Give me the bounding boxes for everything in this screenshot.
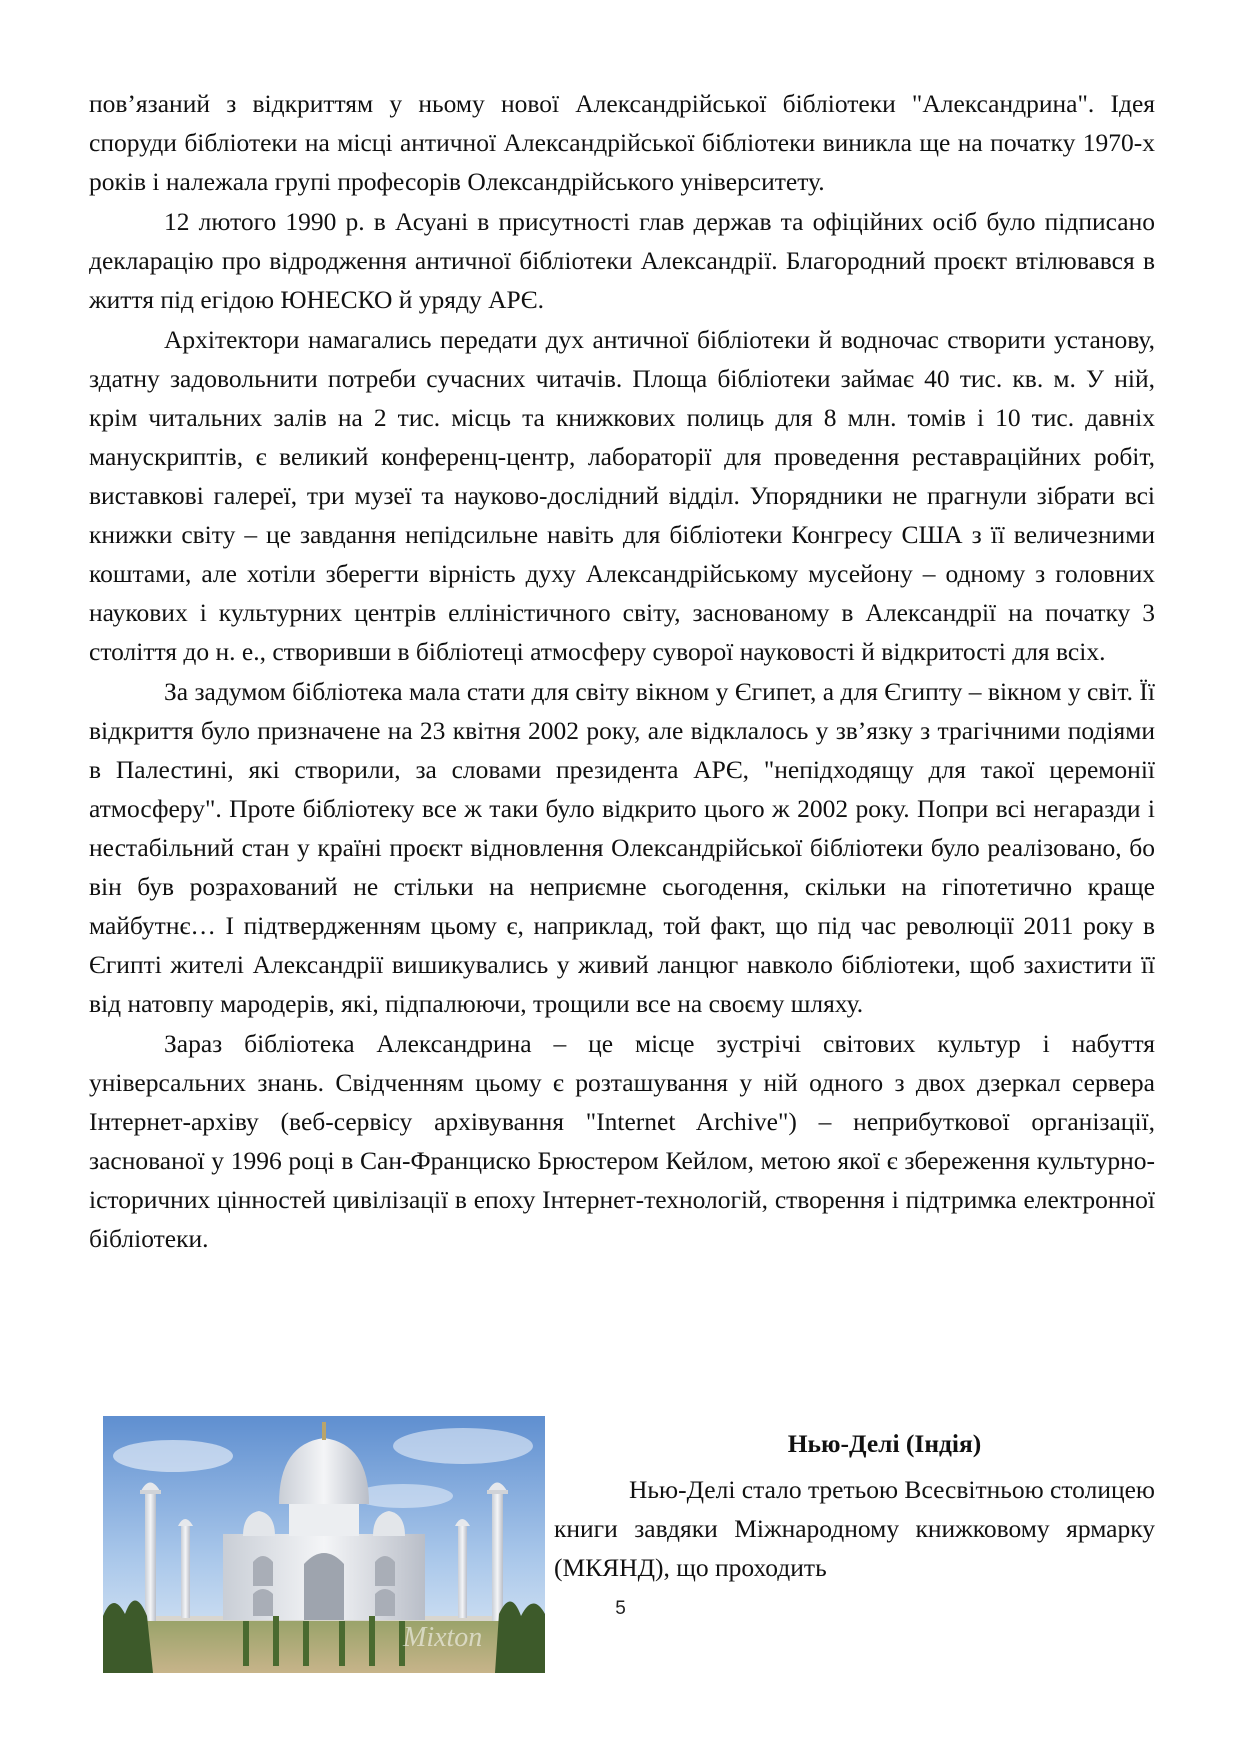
document-body [89, 84, 1155, 1258]
page-number: 5 [615, 1598, 626, 1619]
new-delhi-section [89, 1416, 1155, 1676]
paragraph-2: 12 лютого 1990 р. в Асуані в присутності глав держав та офіційних осіб було підписано декларацію про відродження античної бібліотеки Александрії. Благородний проєкт втілювався в життя під егідою ЮНЕСКО й уряду АРЄ. [89, 207, 1155, 314]
taj-mahal-photo [103, 1416, 545, 1673]
section-heading: Нью-Делі (Індія) [787, 1429, 982, 1458]
section-paragraph: Нью-Делі стало третьою Всесвітньою столицею книги завдяки Міжнародному книжковому ярмарку (МКЯНД), що проходить [554, 1475, 1155, 1582]
paragraph-5: Зараз бібліотека Александрина – це місце зустрічі світових культур і набуття універсальних знань. Свідченням цьому є розташування у ній одного з двох дзеркал сервера Інтернет-архіву (веб-сервісу архівування "Internet Archive") – неприбуткової організації, заснованої у 1996 році в Сан-Франциско Брюстером Кейлом, метою якої є збереження культурно-історичних цінностей цивілізації в епоху Інтернет-технологій, створення і підтримка електронної бібліотеки. [89, 1029, 1155, 1253]
paragraph-3: Архітектори намагались передати дух античної бібліотеки й водночас створити установу, здатну задовольнити потреби сучасних читачів. Площа бібліотеки займає 40 тис. кв. м. У ній, крім читальних залів на 2 тис. місць та книжкових полиць для 8 млн. томів і 10 тис. давніх манускриптів, є великий конференц-центр, лабораторії для проведення реставраційних робіт, виставкові галереї, три музеї та науково-дослідний відділ. Упорядники не прагнули зібрати всі книжки світу – це завдання непідсильне навіть для бібліотеки Конгресу США з її величезними коштами, але хотіли зберегти вірність духу Александрійському мусейону – одному з головних наукових і культурних центрів елліністичного світу, заснованому в Александрії на початку 3 століття до н. е., створивши в бібліотеці атмосферу суворої науковості й відкритості для всіх. [89, 325, 1155, 666]
photo-watermark: Mixton [403, 1622, 483, 1653]
paragraph-4: За задумом бібліотека мала стати для світу вікном у Єгипет, а для Єгипту – вікном у світ. Її відкриття було призначене на 23 квітня 2002 року, але відклалось у зв’язку з трагічними подіями в Палестині, які створили, за словами президента АРЄ, "непідходящу для такої церемонії атмосферу". Проте бібліотеку все ж таки було відкрито цього ж 2002 року. Попри всі негаразди і нестабільний стан у країні проєкт відновлення Олександрійської бібліотеки було реалізовано, бо він був розрахований не стільки на неприємне сьогодення, скільки на гіпотетично краще майбутнє… І підтвердженням цьому є, наприклад, той факт, що під час революції 2011 року в Єгипті жителі Александрії вишикувались у живий ланцюг навколо бібліотеки, щоб захистити її від натовпу мародерів, які, підпалюючи, трощили все на своєму шляху. [89, 677, 1155, 1018]
section-text-column [554, 1424, 1155, 1587]
paragraph-1: пов’язаний з відкриттям у ньому нової Александрійської бібліотеки "Александрина". Ідея споруди бібліотеки на місці античної Александрійської бібліотеки виникла ще на початку 1970-х років і належала групі професорів Олександрійського університету. [89, 89, 1155, 196]
